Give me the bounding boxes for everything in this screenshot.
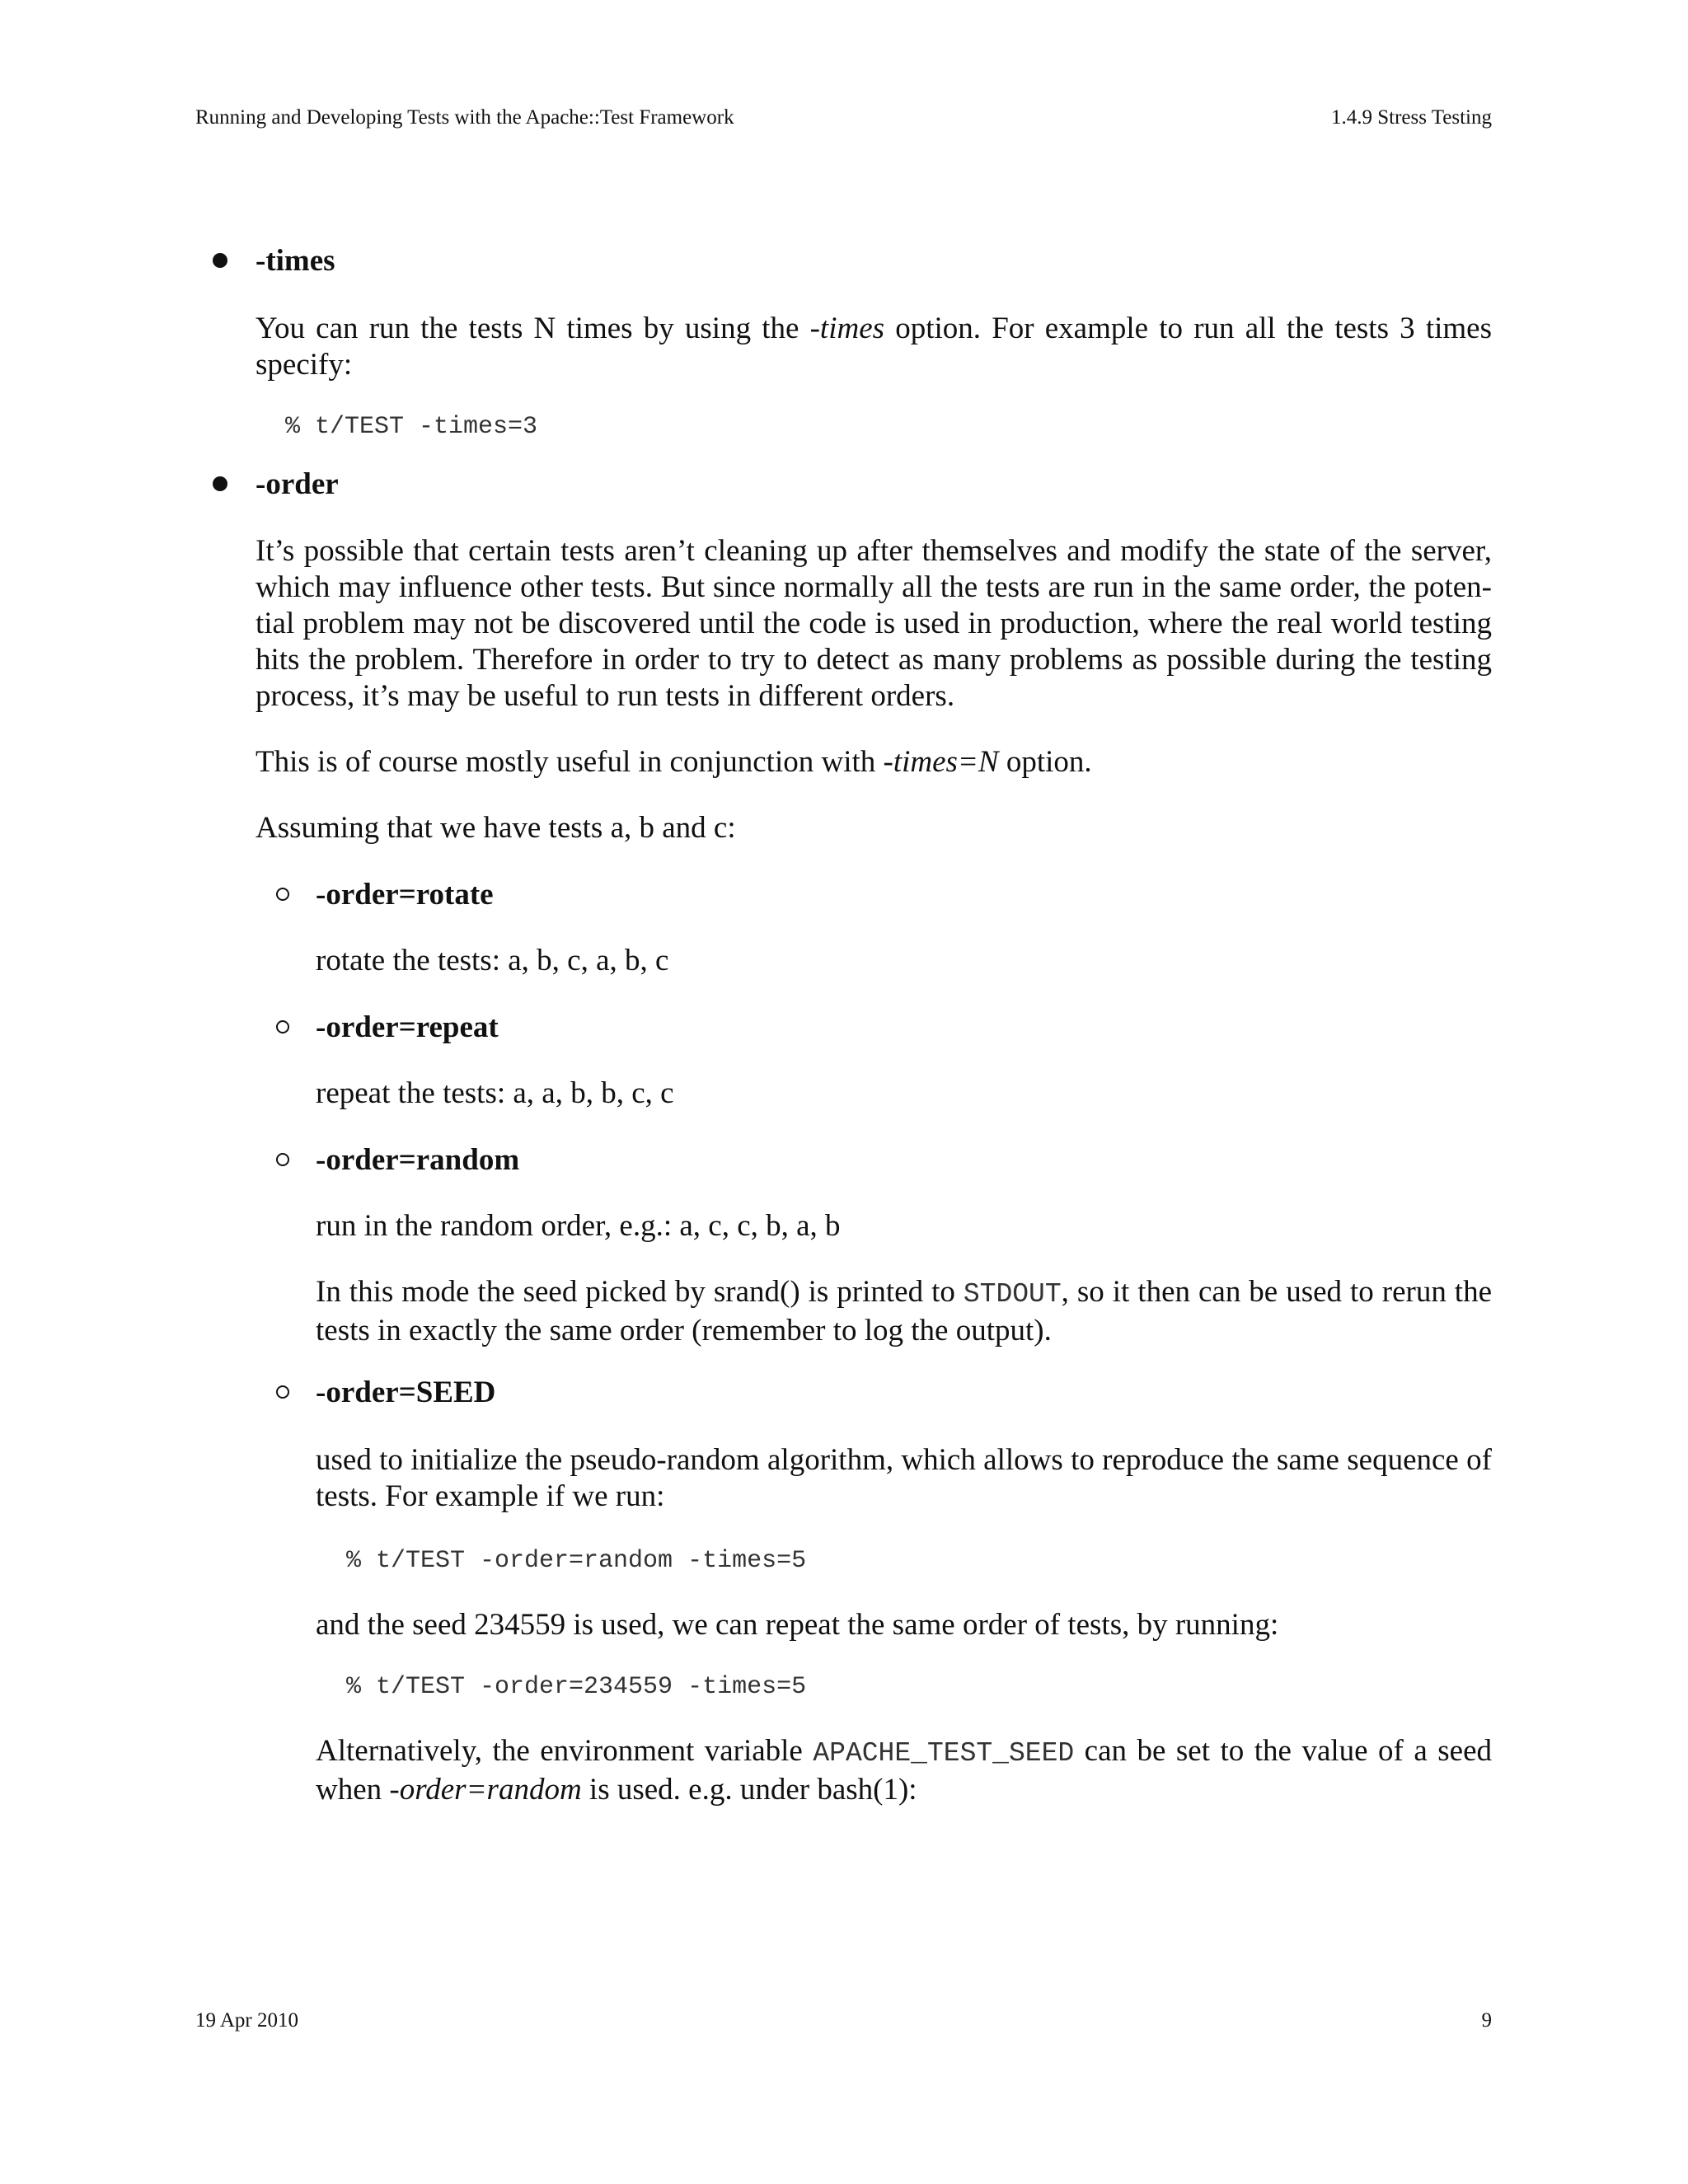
code-times-example: % t/TEST -times=3 — [285, 413, 538, 441]
order-paragraph-1: It’s possible that certain tests aren’t cleaning up after themselves and modify the state of the server, which may influence other tests. But since normally all the tests are run in the same order, the potential problem may not be discovered until the code is used in production, where the real world testing hits the problem. Therefore in order to try to detect as many problems as possible during the testing process, it’s may be useful to run tests in different orders. — [256, 534, 1492, 713]
bullet-circle-icon — [276, 1385, 289, 1399]
stdout-inline-code: STDOUT — [963, 1279, 1062, 1310]
bullet-circle-icon — [276, 1153, 289, 1166]
code-random-example: % t/TEST -order=random -times=5 — [346, 1547, 807, 1575]
running-header-section: 1.4.9 Stress Testing — [1330, 106, 1492, 129]
bullet-disc-icon — [213, 253, 227, 268]
seed-description: used to initialize the pseudo-random algorithm, which allows to reproduce the same sequence of tests. For example if we run: — [316, 1443, 1492, 1513]
rotate-description: rotate the tests: a, b, c, a, b, c — [316, 944, 669, 977]
footer-page-number: 9 — [1481, 2009, 1492, 2032]
option-heading-order: -order — [256, 467, 339, 501]
seed-repeat-paragraph: and the seed 234559 is used, we can repeat the same order of tests, by running: — [316, 1608, 1279, 1642]
footer-date: 19 Apr 2010 — [195, 2009, 298, 2032]
bullet-circle-icon — [276, 888, 289, 901]
times-option-em: -times — [809, 312, 885, 345]
times-description: You can run the tests N times by using the -times option. For example to run all the tests 3 times specify: — [256, 312, 1492, 382]
order-paragraph-2: This is of course mostly useful in conjunction with -times=N option. — [256, 745, 1092, 779]
suboption-heading-repeat: -order=repeat — [316, 1010, 499, 1044]
suboption-heading-rotate: -order=rotate — [316, 878, 494, 912]
env-variable-paragraph: Alternatively, the environment variable APACHE_TEST_SEED can be set to the value of a seed when -order=random is used. e.g. under bash(1): — [316, 1734, 1492, 1807]
code-seed-example: % t/TEST -order=234559 -times=5 — [346, 1673, 807, 1701]
option-heading-times: -times — [256, 244, 335, 278]
bullet-circle-icon — [276, 1020, 289, 1033]
order-paragraph-3: Assuming that we have tests a, b and c: — [256, 811, 736, 845]
bullet-disc-icon — [213, 476, 227, 491]
suboption-heading-seed: -order=SEED — [316, 1376, 496, 1409]
random-description: run in the random order, e.g.: a, c, c, b, a, b — [316, 1209, 841, 1243]
apache-test-seed-inline-code: APACHE_TEST_SEED — [813, 1738, 1075, 1769]
suboption-heading-random: -order=random — [316, 1143, 520, 1177]
running-header-title: Running and Developing Tests with the Apache::Test Framework — [195, 106, 734, 129]
random-seed-paragraph: In this mode the seed picked by srand() is printed to STDOUT, so it then can be used to rerun the tests in exactly the same order (remember to log the output). — [316, 1275, 1492, 1347]
repeat-description: repeat the tests: a, a, b, b, c, c — [316, 1076, 674, 1110]
